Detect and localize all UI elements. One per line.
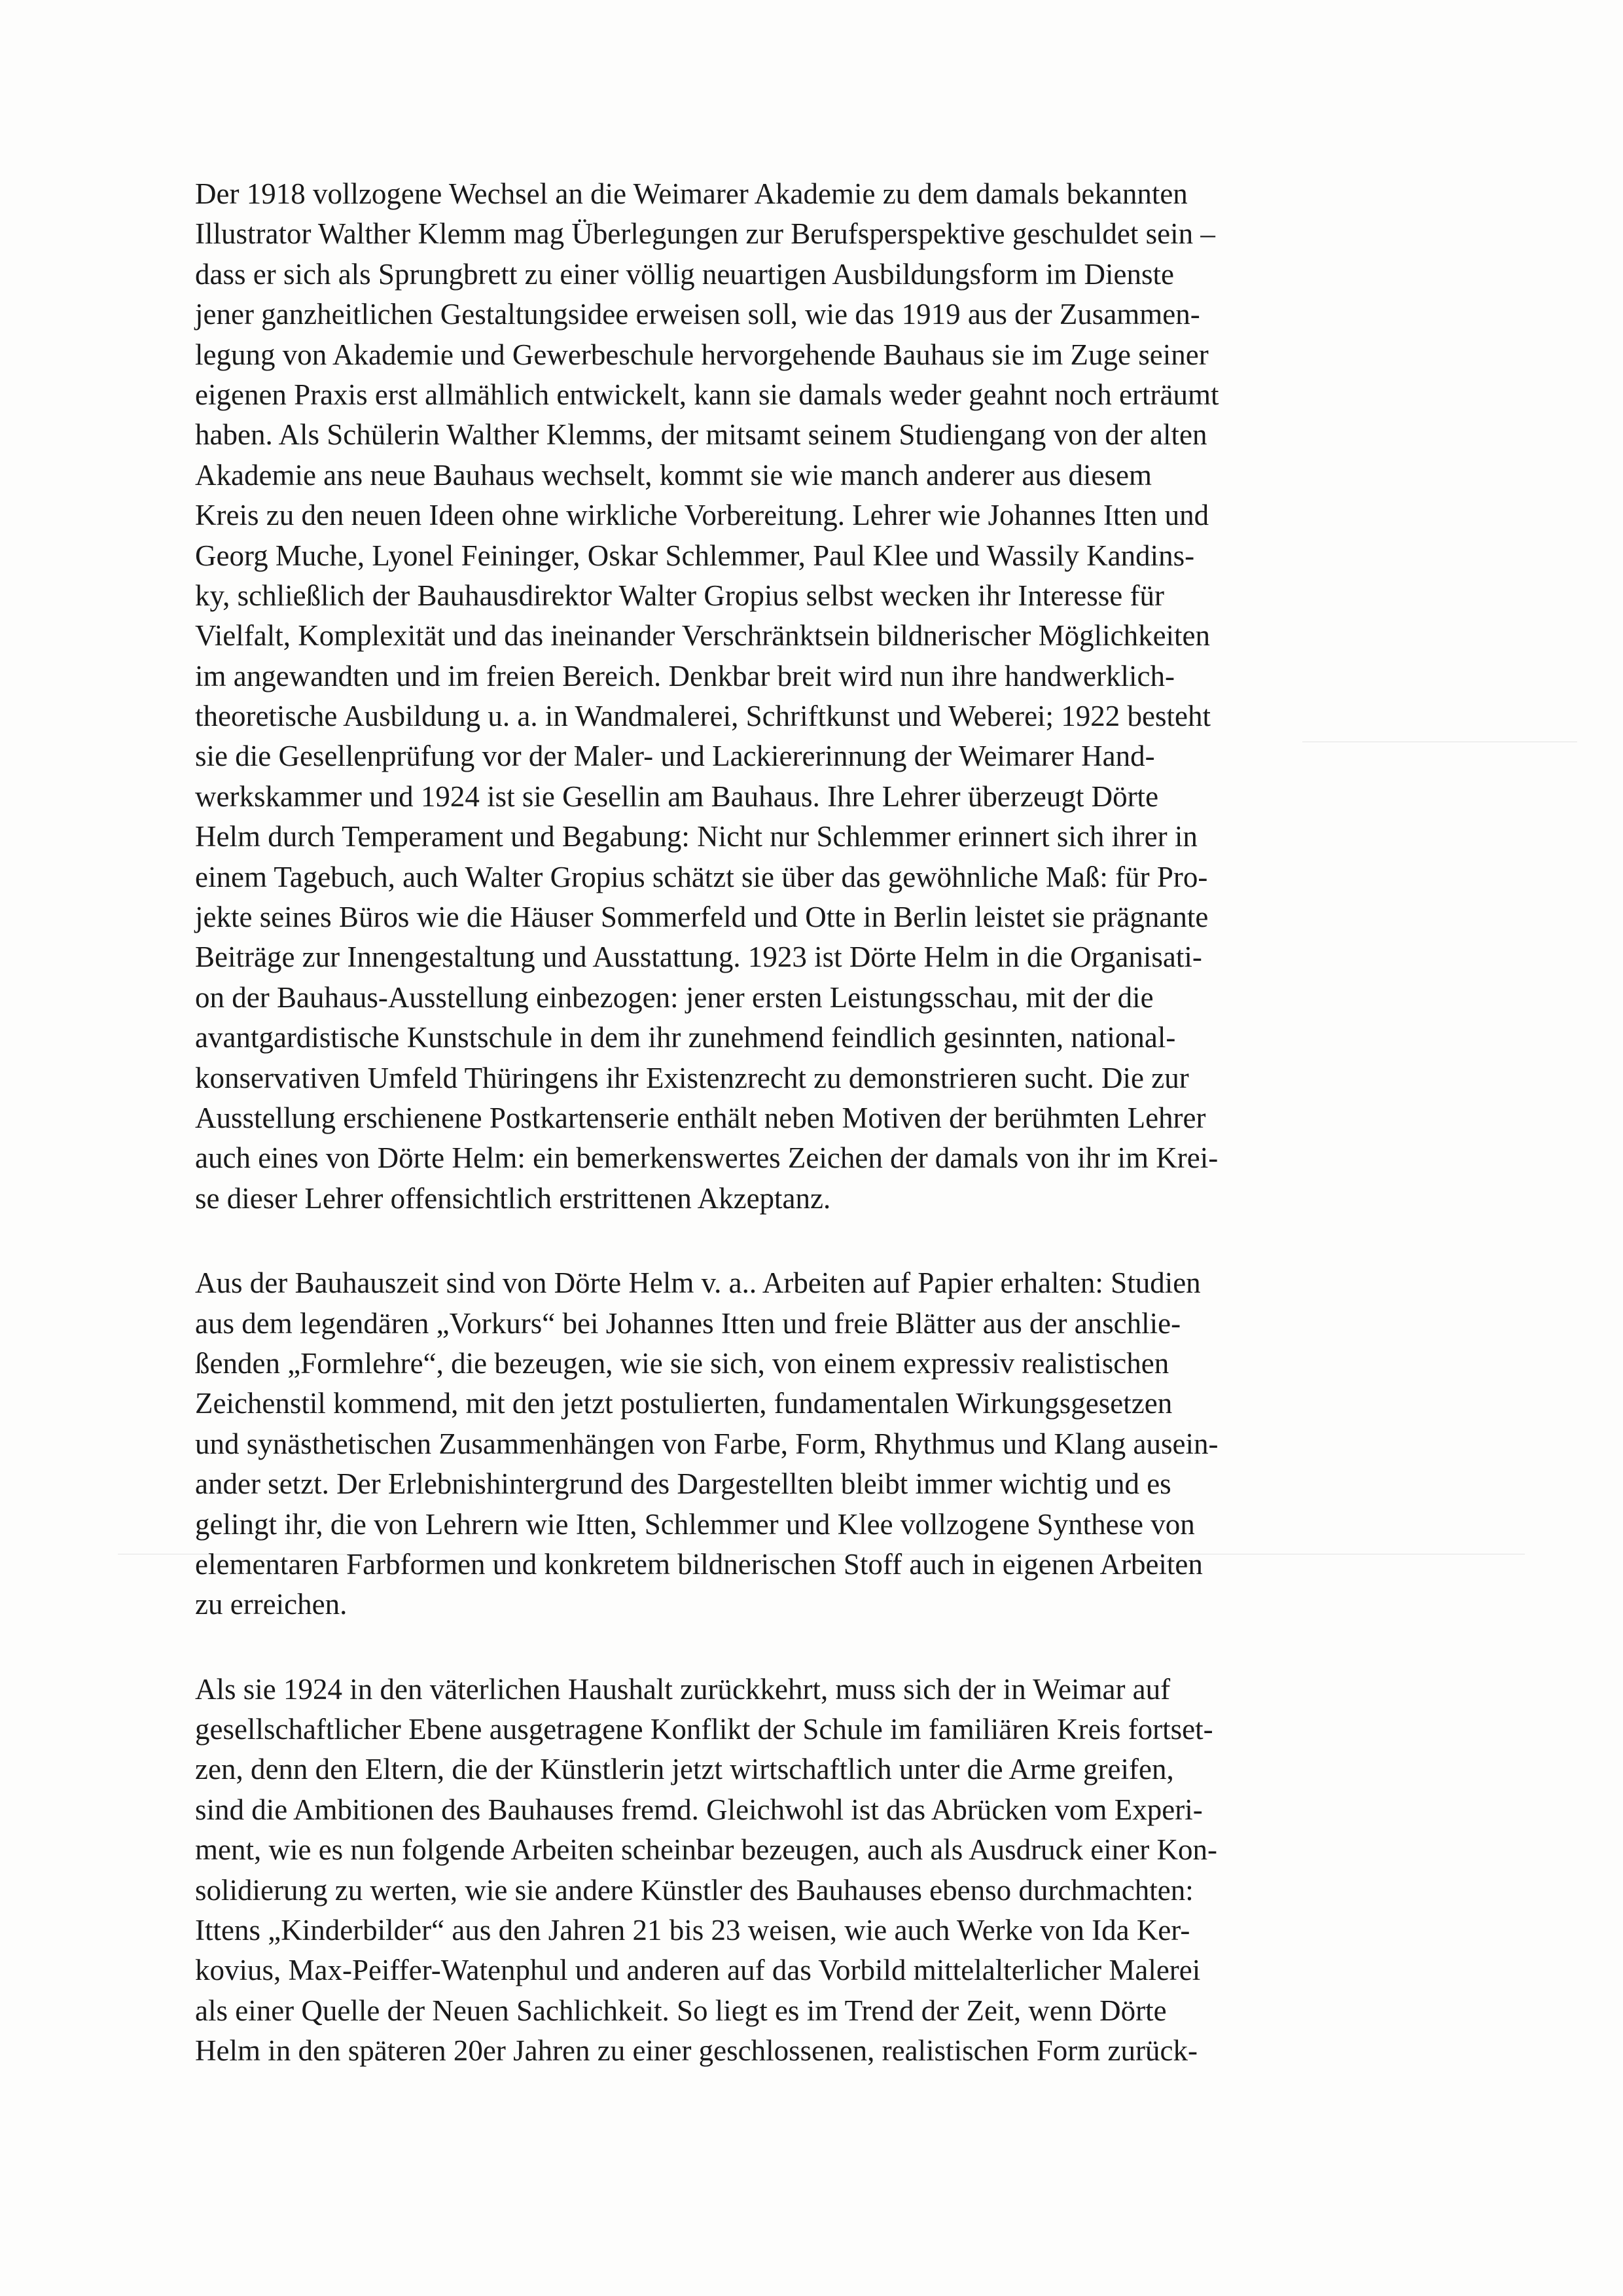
text-line: einem Tagebuch, auch Walter Gropius schätzt sie über das gewöhnliche Maß: für Pro-: [195, 860, 1208, 893]
text-line: gelingt ihr, die von Lehrern wie Itten, Schlemmer und Klee vollzogene Synthese von: [195, 1507, 1195, 1541]
text-line: kovius, Max-Peiffer-Watenphul und anderen auf das Vorbild mittelalterlicher Malerei: [195, 1954, 1201, 1987]
text-line: se dieser Lehrer offensichtlich erstrittenen Akzeptanz.: [195, 1181, 831, 1215]
paragraph-1: [195, 174, 1432, 1219]
text-line: elementaren Farbformen und konkretem bildnerischen Stoff auch in eigenen Arbeiten: [195, 1547, 1203, 1581]
paragraph-2: [195, 1263, 1432, 1625]
text-line: eigenen Praxis erst allmählich entwickelt, kann sie damals weder geahnt noch erträumt: [195, 378, 1219, 411]
text-line: sie die Gesellenprüfung vor der Maler- und Lackiererinnung der Weimarer Hand-: [195, 740, 1155, 773]
text-line: avantgardistische Kunstschule in dem ihr zunehmend feindlich gesinnten, national-: [195, 1021, 1176, 1054]
text-line: ander setzt. Der Erlebnishintergrund des Dargestellten bleibt immer wichtig und es: [195, 1467, 1171, 1501]
text-line: ßenden „Formlehre“, die bezeugen, wie sie sich, von einem expressiv realistischen: [195, 1346, 1169, 1380]
text-line: on der Bauhaus-Ausstellung einbezogen: jener ersten Leistungsschau, mit der die: [195, 980, 1154, 1014]
body-text: [195, 174, 1432, 2072]
text-line: sind die Ambitionen des Bauhauses fremd. Gleichwohl ist das Abrücken vom Experi-: [195, 1793, 1203, 1826]
text-line: konservativen Umfeld Thüringens ihr Existenzrecht zu demonstrieren sucht. Die zur: [195, 1061, 1189, 1094]
text-line: Beiträge zur Innengestaltung und Ausstattung. 1923 ist Dörte Helm in die Organisati-: [195, 941, 1202, 974]
text-line: solidierung zu werten, wie sie andere Künstler des Bauhauses ebenso durchmachten:: [195, 1873, 1194, 1907]
text-line: und synästhetischen Zusammenhängen von Farbe, Form, Rhythmus und Klang ausein-: [195, 1427, 1219, 1460]
text-line: dass er sich als Sprungbrett zu einer völlig neuartigen Ausbildungsform im Dienste: [195, 257, 1174, 291]
text-line: Aus der Bauhauszeit sind von Dörte Helm v. a.. Arbeiten auf Papier erhalten: Studien: [195, 1266, 1201, 1300]
text-line: theoretische Ausbildung u. a. in Wandmalerei, Schriftkunst und Weberei; 1922 besteht: [195, 700, 1211, 733]
text-line: Vielfalt, Komplexität und das ineinander Verschränktsein bildnerischer Möglichkeiten: [195, 619, 1211, 653]
text-line: jekte seines Büros wie die Häuser Sommerfeld und Otte in Berlin leistet sie prägnante: [195, 901, 1209, 934]
text-line: im angewandten und im freien Bereich. Denkbar breit wird nun ihre handwerklich-: [195, 659, 1175, 692]
text-line: ment, wie es nun folgende Arbeiten scheinbar bezeugen, auch als Ausdruck einer Kon-: [195, 1833, 1217, 1867]
text-line: Der 1918 vollzogene Wechsel an die Weimarer Akademie zu dem damals bekannten: [195, 177, 1188, 210]
text-line: zu erreichen.: [195, 1588, 348, 1621]
text-line: Helm durch Temperament und Begabung: Nicht nur Schlemmer erinnert sich ihrer in: [195, 820, 1198, 853]
text-line: Ittens „Kinderbilder“ aus den Jahren 21 bis 23 weisen, wie auch Werke von Ida Ker-: [195, 1914, 1190, 1947]
paragraph-3: [195, 1670, 1432, 2072]
text-line: gesellschaftlicher Ebene ausgetragene Konflikt der Schule im familiären Kreis fortset-: [195, 1713, 1213, 1746]
text-line: Kreis zu den neuen Ideen ohne wirkliche Vorbereitung. Lehrer wie Johannes Itten und: [195, 499, 1209, 532]
text-line: Als sie 1924 in den väterlichen Haushalt zurückkehrt, muss sich der in Weimar auf: [195, 1672, 1171, 1706]
text-line: Georg Muche, Lyonel Feininger, Oskar Schlemmer, Paul Klee und Wassily Kandins-: [195, 539, 1195, 572]
text-line: legung von Akademie und Gewerbeschule hervorgehende Bauhaus sie im Zuge seiner: [195, 338, 1209, 371]
text-line: ky, schließlich der Bauhausdirektor Walter Gropius selbst wecken ihr Interesse für: [195, 579, 1164, 612]
text-line: Ausstellung erschienene Postkartenserie enthält neben Motiven der berühmten Lehrer: [195, 1101, 1206, 1134]
text-line: als einer Quelle der Neuen Sachlichkeit. So liegt es im Trend der Zeit, wenn Dörte: [195, 1994, 1167, 2027]
text-line: haben. Als Schülerin Walther Klemms, der mitsamt seinem Studiengang von der alten: [195, 418, 1207, 452]
text-line: Illustrator Walther Klemm mag Überlegungen zur Berufsperspektive geschuldet sein –: [195, 217, 1215, 251]
text-line: auch eines von Dörte Helm: ein bemerkenswertes Zeichen der damals von ihr im Krei-: [195, 1141, 1219, 1175]
text-line: Zeichenstil kommend, mit den jetzt postulierten, fundamentalen Wirkungsgesetzen: [195, 1387, 1173, 1420]
text-line: Helm in den späteren 20er Jahren zu einer geschlossenen, realistischen Form zurück-: [195, 2034, 1198, 2068]
text-line: jener ganzheitlichen Gestaltungsidee erweisen soll, wie das 1919 aus der Zusammen-: [195, 298, 1200, 331]
text-line: werkskammer und 1924 ist sie Gesellin am Bauhaus. Ihre Lehrer überzeugt Dörte: [195, 780, 1159, 813]
text-line: aus dem legendären „Vorkurs“ bei Johannes Itten und freie Blätter aus der anschlie-: [195, 1306, 1181, 1340]
text-line: Akademie ans neue Bauhaus wechselt, kommt sie wie manch anderer aus diesem: [195, 458, 1152, 492]
text-line: zen, denn den Eltern, die der Künstlerin jetzt wirtschaftlich unter die Arme greifen,: [195, 1753, 1174, 1786]
